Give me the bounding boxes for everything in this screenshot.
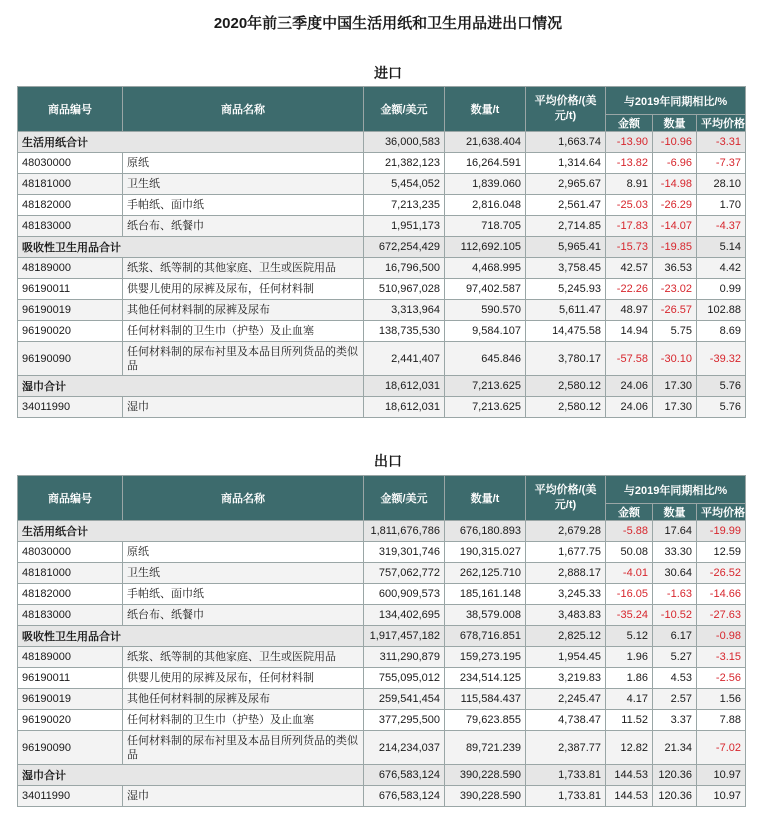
cell-yoy-price: -4.37 (697, 216, 746, 237)
cell-avg-price: 2,888.17 (526, 563, 606, 584)
cell-yoy-amount: -57.58 (606, 342, 653, 376)
cell-yoy-quantity: -14.98 (653, 174, 697, 195)
cell-code: 48189000 (18, 647, 123, 668)
header-code: 商品编号 (18, 87, 123, 132)
import-table-body (18, 132, 746, 418)
cell-avg-price: 1,314.64 (526, 153, 606, 174)
header-yoy: 与2019年同期相比/% (606, 476, 746, 504)
cell-quantity: 79,623.855 (445, 710, 526, 731)
export-section-title: 出口 (374, 453, 402, 469)
cell-quantity: 262,125.710 (445, 563, 526, 584)
cell-yoy-quantity: 6.17 (653, 626, 697, 647)
cell-yoy-price: -3.31 (697, 132, 746, 153)
table-row-total (18, 521, 746, 542)
cell-avg-price: 5,965.41 (526, 237, 606, 258)
cell-yoy-quantity: 36.53 (653, 258, 697, 279)
cell-yoy-quantity: 120.36 (653, 765, 697, 786)
cell-quantity: 590.570 (445, 300, 526, 321)
table-row-total (18, 765, 746, 786)
cell-amount: 7,213,235 (364, 195, 445, 216)
cell-yoy-price: -19.99 (697, 521, 746, 542)
cell-quantity: 115,584.437 (445, 689, 526, 710)
cell-yoy-price: 5.76 (697, 397, 746, 418)
cell-quantity: 390,228.590 (445, 786, 526, 807)
cell-avg-price: 2,245.47 (526, 689, 606, 710)
cell-yoy-amount: 8.91 (606, 174, 653, 195)
cell-avg-price: 3,758.45 (526, 258, 606, 279)
header-name: 商品名称 (123, 87, 364, 132)
header-avg-price: 平均价格/(美元/t) (526, 87, 606, 132)
cell-amount: 3,313,964 (364, 300, 445, 321)
header-code: 商品编号 (18, 476, 123, 521)
table-row (18, 397, 746, 418)
cell-name: 其他任何材料制的尿裤及尿布 (123, 689, 364, 710)
cell-name: 卫生纸 (123, 174, 364, 195)
cell-yoy-price: 1.70 (697, 195, 746, 216)
page-title: 2020年前三季度中国生活用纸和卫生用品进出口情况 (213, 15, 563, 32)
cell-yoy-price: 7.88 (697, 710, 746, 731)
header-yoy: 与2019年同期相比/% (606, 87, 746, 115)
cell-amount: 134,402,695 (364, 605, 445, 626)
cell-yoy-quantity: 17.30 (653, 397, 697, 418)
cell-yoy-price: 102.88 (697, 300, 746, 321)
cell-name: 手帕纸、面巾纸 (123, 195, 364, 216)
cell-name: 原纸 (123, 153, 364, 174)
cell-name: 任何材料制的尿布衬里及本品目所列货品的类似品 (123, 342, 364, 376)
cell-yoy-amount: 11.52 (606, 710, 653, 731)
table-row (18, 689, 746, 710)
cell-yoy-quantity: -30.10 (653, 342, 697, 376)
cell-amount: 1,811,676,786 (364, 521, 445, 542)
cell-yoy-quantity: 120.36 (653, 786, 697, 807)
cell-yoy-quantity: 21.34 (653, 731, 697, 765)
cell-avg-price: 2,714.85 (526, 216, 606, 237)
cell-amount: 2,441,407 (364, 342, 445, 376)
cell-avg-price: 1,954.45 (526, 647, 606, 668)
cell-yoy-price: -7.02 (697, 731, 746, 765)
cell-yoy-price: 12.59 (697, 542, 746, 563)
cell-yoy-price: -0.98 (697, 626, 746, 647)
cell-yoy-amount: -13.82 (606, 153, 653, 174)
table-row (18, 647, 746, 668)
cell-yoy-quantity: 4.53 (653, 668, 697, 689)
cell-quantity: 190,315.027 (445, 542, 526, 563)
cell-group-label: 湿巾合计 (18, 765, 364, 786)
cell-avg-price: 3,483.83 (526, 605, 606, 626)
cell-amount: 311,290,879 (364, 647, 445, 668)
cell-avg-price: 2,825.12 (526, 626, 606, 647)
table-row (18, 605, 746, 626)
cell-code: 96190011 (18, 279, 123, 300)
cell-yoy-amount: 1.86 (606, 668, 653, 689)
cell-name: 纸浆、纸等制的其他家庭、卫生或医院用品 (123, 647, 364, 668)
cell-yoy-price: 10.97 (697, 765, 746, 786)
cell-group-label: 生活用纸合计 (18, 132, 364, 153)
table-row (18, 342, 746, 376)
table-row-total (18, 376, 746, 397)
cell-quantity: 21,638.404 (445, 132, 526, 153)
cell-amount: 757,062,772 (364, 563, 445, 584)
table-row (18, 279, 746, 300)
cell-name: 卫生纸 (123, 563, 364, 584)
table-row (18, 584, 746, 605)
table-row (18, 731, 746, 765)
cell-avg-price: 1,733.81 (526, 765, 606, 786)
cell-amount: 214,234,037 (364, 731, 445, 765)
cell-yoy-quantity: 30.64 (653, 563, 697, 584)
cell-quantity: 234,514.125 (445, 668, 526, 689)
table-row-total (18, 626, 746, 647)
cell-quantity: 185,161.148 (445, 584, 526, 605)
cell-amount: 377,295,500 (364, 710, 445, 731)
table-row (18, 216, 746, 237)
cell-amount: 672,254,429 (364, 237, 445, 258)
cell-yoy-price: -14.66 (697, 584, 746, 605)
cell-yoy-amount: 4.17 (606, 689, 653, 710)
cell-avg-price: 2,580.12 (526, 397, 606, 418)
cell-yoy-price: 5.14 (697, 237, 746, 258)
cell-amount: 1,917,457,182 (364, 626, 445, 647)
cell-yoy-amount: 24.06 (606, 376, 653, 397)
table-row (18, 710, 746, 731)
cell-yoy-amount: 1.96 (606, 647, 653, 668)
cell-amount: 600,909,573 (364, 584, 445, 605)
cell-quantity: 718.705 (445, 216, 526, 237)
cell-yoy-quantity: -10.96 (653, 132, 697, 153)
cell-yoy-amount: 24.06 (606, 397, 653, 418)
cell-yoy-price: 1.56 (697, 689, 746, 710)
cell-yoy-quantity: 17.64 (653, 521, 697, 542)
cell-yoy-quantity: -26.57 (653, 300, 697, 321)
header-avg-price: 平均价格/(美元/t) (526, 476, 606, 521)
cell-avg-price: 2,580.12 (526, 376, 606, 397)
cell-yoy-amount: 144.53 (606, 786, 653, 807)
cell-name: 其他任何材料制的尿裤及尿布 (123, 300, 364, 321)
cell-code: 34011990 (18, 786, 123, 807)
cell-group-label: 吸收性卫生用品合计 (18, 626, 364, 647)
cell-avg-price: 2,965.67 (526, 174, 606, 195)
cell-name: 供婴儿使用的尿裤及尿布，任何材料制 (123, 279, 364, 300)
cell-code: 48030000 (18, 153, 123, 174)
cell-name: 手帕纸、面巾纸 (123, 584, 364, 605)
cell-avg-price: 4,738.47 (526, 710, 606, 731)
cell-amount: 5,454,052 (364, 174, 445, 195)
cell-yoy-quantity: 3.37 (653, 710, 697, 731)
cell-code: 48189000 (18, 258, 123, 279)
header-quantity: 数量/t (445, 87, 526, 132)
cell-yoy-amount: 48.97 (606, 300, 653, 321)
export-table-body (18, 521, 746, 807)
cell-yoy-quantity: -10.52 (653, 605, 697, 626)
cell-yoy-amount: -5.88 (606, 521, 653, 542)
cell-yoy-price: -2.56 (697, 668, 746, 689)
cell-yoy-price: -3.15 (697, 647, 746, 668)
cell-yoy-quantity: -26.29 (653, 195, 697, 216)
cell-yoy-price: 8.69 (697, 321, 746, 342)
cell-quantity: 9,584.107 (445, 321, 526, 342)
cell-yoy-price: 0.99 (697, 279, 746, 300)
cell-yoy-quantity: 33.30 (653, 542, 697, 563)
cell-group-label: 湿巾合计 (18, 376, 364, 397)
cell-avg-price: 3,219.83 (526, 668, 606, 689)
cell-yoy-amount: 50.08 (606, 542, 653, 563)
cell-yoy-price: 4.42 (697, 258, 746, 279)
cell-yoy-price: -27.63 (697, 605, 746, 626)
cell-avg-price: 2,561.47 (526, 195, 606, 216)
cell-code: 48181000 (18, 563, 123, 584)
cell-name: 原纸 (123, 542, 364, 563)
cell-quantity: 390,228.590 (445, 765, 526, 786)
cell-quantity: 645.846 (445, 342, 526, 376)
cell-avg-price: 2,679.28 (526, 521, 606, 542)
cell-amount: 259,541,454 (364, 689, 445, 710)
cell-yoy-quantity: 2.57 (653, 689, 697, 710)
cell-code: 96190090 (18, 731, 123, 765)
cell-yoy-price: 5.76 (697, 376, 746, 397)
table-row (18, 668, 746, 689)
cell-avg-price: 5,245.93 (526, 279, 606, 300)
header-amount: 金额/美元 (364, 476, 445, 521)
cell-avg-price: 3,245.33 (526, 584, 606, 605)
cell-avg-price: 1,677.75 (526, 542, 606, 563)
cell-code: 96190011 (18, 668, 123, 689)
cell-avg-price: 1,663.74 (526, 132, 606, 153)
cell-name: 任何材料制的尿布衬里及本品目所列货品的类似品 (123, 731, 364, 765)
cell-amount: 18,612,031 (364, 397, 445, 418)
cell-yoy-amount: -25.03 (606, 195, 653, 216)
cell-group-label: 吸收性卫生用品合计 (18, 237, 364, 258)
cell-yoy-quantity: -23.02 (653, 279, 697, 300)
cell-code: 96190020 (18, 710, 123, 731)
cell-amount: 319,301,746 (364, 542, 445, 563)
header-name: 商品名称 (123, 476, 364, 521)
cell-quantity: 16,264.591 (445, 153, 526, 174)
cell-yoy-quantity: -14.07 (653, 216, 697, 237)
cell-name: 纸浆、纸等制的其他家庭、卫生或医院用品 (123, 258, 364, 279)
table-row (18, 542, 746, 563)
header-quantity: 数量/t (445, 476, 526, 521)
cell-yoy-quantity: -1.63 (653, 584, 697, 605)
cell-name: 湿巾 (123, 397, 364, 418)
cell-quantity: 97,402.587 (445, 279, 526, 300)
cell-yoy-quantity: 17.30 (653, 376, 697, 397)
table-row (18, 258, 746, 279)
cell-code: 96190019 (18, 300, 123, 321)
cell-yoy-price: 28.10 (697, 174, 746, 195)
cell-avg-price: 2,387.77 (526, 731, 606, 765)
cell-name: 供婴儿使用的尿裤及尿布，任何材料制 (123, 668, 364, 689)
cell-yoy-price: 10.97 (697, 786, 746, 807)
cell-code: 34011990 (18, 397, 123, 418)
cell-quantity: 676,180.893 (445, 521, 526, 542)
cell-avg-price: 14,475.58 (526, 321, 606, 342)
cell-code: 48030000 (18, 542, 123, 563)
cell-yoy-amount: -22.26 (606, 279, 653, 300)
cell-amount: 1,951,173 (364, 216, 445, 237)
cell-avg-price: 1,733.81 (526, 786, 606, 807)
cell-code: 96190020 (18, 321, 123, 342)
table-row-total (18, 132, 746, 153)
cell-yoy-price: -7.37 (697, 153, 746, 174)
header-amount: 金额/美元 (364, 87, 445, 132)
header-yoy-amount: 金额 (606, 504, 653, 521)
cell-amount: 676,583,124 (364, 765, 445, 786)
cell-yoy-amount: -15.73 (606, 237, 653, 258)
cell-quantity: 159,273.195 (445, 647, 526, 668)
cell-code: 96190019 (18, 689, 123, 710)
cell-code: 48182000 (18, 195, 123, 216)
cell-yoy-amount: 144.53 (606, 765, 653, 786)
cell-quantity: 7,213.625 (445, 397, 526, 418)
export-table (17, 475, 746, 807)
cell-amount: 676,583,124 (364, 786, 445, 807)
cell-quantity: 7,213.625 (445, 376, 526, 397)
cell-name: 湿巾 (123, 786, 364, 807)
cell-quantity: 38,579.008 (445, 605, 526, 626)
table-row (18, 786, 746, 807)
cell-yoy-quantity: -19.85 (653, 237, 697, 258)
cell-amount: 21,382,123 (364, 153, 445, 174)
cell-yoy-amount: 12.82 (606, 731, 653, 765)
cell-name: 纸台布、纸餐巾 (123, 605, 364, 626)
cell-quantity: 1,839.060 (445, 174, 526, 195)
cell-quantity: 2,816.048 (445, 195, 526, 216)
cell-yoy-amount: -16.05 (606, 584, 653, 605)
cell-name: 任何材料制的卫生巾（护垫）及止血塞 (123, 321, 364, 342)
cell-amount: 36,000,583 (364, 132, 445, 153)
table-row (18, 563, 746, 584)
cell-code: 48182000 (18, 584, 123, 605)
table-row-total (18, 237, 746, 258)
cell-yoy-amount: -4.01 (606, 563, 653, 584)
cell-quantity: 89,721.239 (445, 731, 526, 765)
cell-yoy-amount: 14.94 (606, 321, 653, 342)
header-yoy-quantity: 数量 (653, 504, 697, 521)
cell-yoy-amount: 5.12 (606, 626, 653, 647)
cell-group-label: 生活用纸合计 (18, 521, 364, 542)
import-table (17, 86, 746, 418)
cell-yoy-amount: -13.90 (606, 132, 653, 153)
cell-code: 48181000 (18, 174, 123, 195)
header-yoy-amount: 金额 (606, 115, 653, 132)
cell-amount: 510,967,028 (364, 279, 445, 300)
table-row (18, 174, 746, 195)
header-yoy-quantity: 数量 (653, 115, 697, 132)
import-section-title: 进口 (374, 65, 402, 81)
header-yoy-price: 平均价格 (697, 115, 746, 132)
cell-yoy-price: -39.32 (697, 342, 746, 376)
table-row (18, 300, 746, 321)
table-row (18, 321, 746, 342)
cell-yoy-amount: 42.57 (606, 258, 653, 279)
table-row (18, 153, 746, 174)
cell-yoy-price: -26.52 (697, 563, 746, 584)
cell-amount: 18,612,031 (364, 376, 445, 397)
cell-amount: 138,735,530 (364, 321, 445, 342)
table-row (18, 195, 746, 216)
cell-amount: 755,095,012 (364, 668, 445, 689)
cell-code: 96190090 (18, 342, 123, 376)
cell-quantity: 112,692.105 (445, 237, 526, 258)
cell-yoy-quantity: 5.27 (653, 647, 697, 668)
cell-code: 48183000 (18, 605, 123, 626)
cell-yoy-quantity: -6.96 (653, 153, 697, 174)
cell-quantity: 4,468.995 (445, 258, 526, 279)
cell-code: 48183000 (18, 216, 123, 237)
cell-yoy-amount: -35.24 (606, 605, 653, 626)
header-yoy-price: 平均价格 (697, 504, 746, 521)
cell-avg-price: 5,611.47 (526, 300, 606, 321)
cell-avg-price: 3,780.17 (526, 342, 606, 376)
cell-yoy-amount: -17.83 (606, 216, 653, 237)
cell-name: 任何材料制的卫生巾（护垫）及止血塞 (123, 710, 364, 731)
cell-amount: 16,796,500 (364, 258, 445, 279)
cell-name: 纸台布、纸餐巾 (123, 216, 364, 237)
cell-yoy-quantity: 5.75 (653, 321, 697, 342)
cell-quantity: 678,716.851 (445, 626, 526, 647)
